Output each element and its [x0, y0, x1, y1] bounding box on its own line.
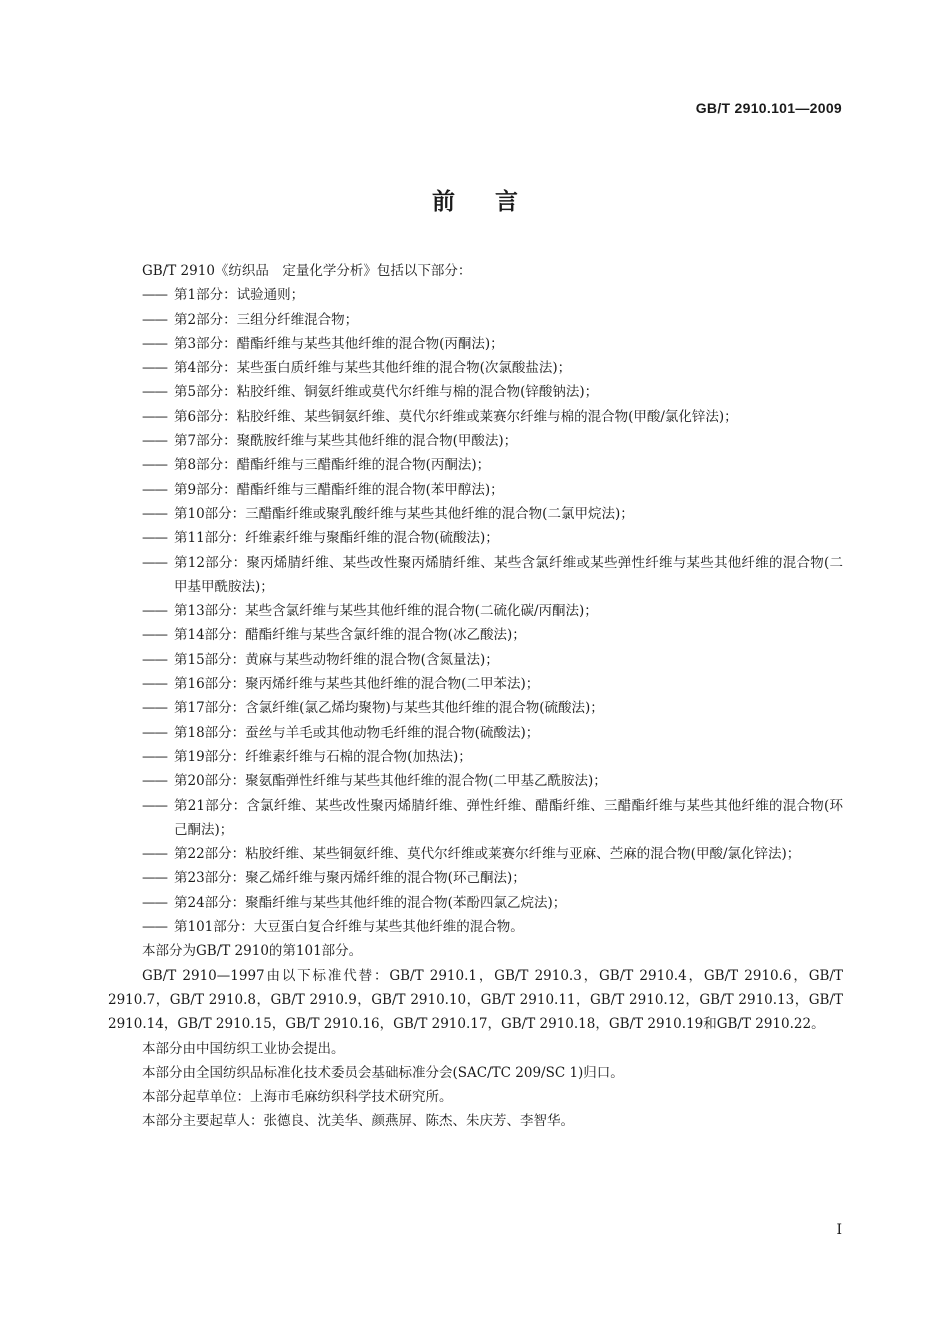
page-title: 前言 [432, 189, 558, 215]
list-item-text: 第8部分：醋酯纤维与三醋酯纤维的混合物(丙酮法)； [174, 457, 491, 474]
list-item-text: 第5部分：粘胶纤维、铜氨纤维或莫代尔纤维与棉的混合物(锌酸钠法)； [174, 384, 599, 401]
list-item [108, 696, 843, 720]
list-item [108, 308, 843, 332]
list-item [108, 356, 843, 380]
list-dash: —— [142, 651, 167, 668]
list-item [108, 283, 843, 307]
list-dash: —— [142, 433, 167, 450]
list-dash: —— [142, 335, 167, 352]
list-item [108, 599, 843, 623]
list-item [108, 526, 843, 550]
list-item [108, 745, 843, 769]
list-item [108, 842, 843, 866]
list-item-text: 第7部分：聚酰胺纤维与某些其他纤维的混合物(甲酸法)； [174, 433, 518, 450]
list-dash: —— [142, 287, 167, 304]
list-dash: —— [142, 724, 167, 741]
list-item-text: 第2部分：三组分纤维混合物； [174, 311, 359, 328]
list-item [108, 453, 843, 477]
list-dash: —— [142, 676, 167, 693]
list-item-text: 第10部分：三醋酯纤维或聚乳酸纤维与某些其他纤维的混合物(二氯甲烷法)； [174, 505, 634, 522]
list-dash: —— [142, 311, 167, 328]
body-paragraphs [108, 939, 843, 1133]
list-item-text: 第16部分：聚丙烯纤维与某些其他纤维的混合物(二甲苯法)； [174, 676, 540, 693]
list-item-text: 第15部分：黄麻与某些动物纤维的混合物(含氮量法)； [174, 651, 499, 668]
list-dash: —— [142, 457, 167, 474]
list-dash: —— [142, 627, 167, 644]
list-dash: —— [142, 603, 167, 620]
list-dash: —— [142, 481, 167, 498]
list-item [108, 648, 843, 672]
document-body [108, 259, 843, 1134]
list-item-text: 第9部分：醋酯纤维与三醋酯纤维的混合物(苯甲醇法)； [174, 481, 504, 498]
list-dash: —— [142, 846, 167, 863]
list-dash: —— [142, 384, 167, 401]
body-paragraph: GB/T 2910—1997由以下标准代替：GB/T 2910.1，GB/T 2910.3，GB/T 2910.4，GB/T 2910.6，GB/T 2910.7，GB/T 2910.8，GB/T 2910.9，GB/T 2910.10，GB/T 2910.11，GB/T 2910.12，GB/T 2910.13，GB/T 2910.14，GB/T 2910.15，GB/T 2910.16，GB/T 2910.17，GB/T 2910.18，GB/T 2910.19和GB/T 2910.22。 [108, 967, 843, 1033]
list-item-text: 第21部分：含氯纤维、某些改性聚丙烯腈纤维、弹性纤维、醋酯纤维、三醋酯纤维与某些其他纤维的混合物(环己酮法)； [174, 797, 843, 838]
list-item [108, 915, 843, 939]
list-item-text: 第19部分：纤维素纤维与石棉的混合物(加热法)； [174, 748, 472, 765]
list-item-text: 第1部分：试验通则； [174, 287, 305, 304]
list-item-text: 第3部分：醋酯纤维与某些其他纤维的混合物(丙酮法)； [174, 335, 504, 352]
list-item [108, 478, 843, 502]
list-item [108, 794, 843, 843]
standard-number: GB/T 2910.101—2009 [695, 100, 842, 116]
body-paragraph: 本部分起草单位：上海市毛麻纺织科学技术研究所。 [142, 1089, 453, 1106]
list-dash: —— [142, 870, 167, 887]
list-item-text: 第23部分：聚乙烯纤维与聚丙烯纤维的混合物(环己酮法)； [174, 870, 526, 887]
list-item [108, 551, 843, 600]
parts-list [108, 283, 843, 939]
page-number: I [836, 1222, 842, 1238]
list-item [108, 672, 843, 696]
list-item [108, 405, 843, 429]
list-item [108, 866, 843, 890]
list-dash: —— [142, 797, 167, 814]
list-dash: —— [142, 700, 167, 717]
intro-paragraph: GB/T 2910《纺织品 定量化学分析》包括以下部分： [142, 263, 472, 279]
list-item-text: 第4部分：某些蛋白质纤维与某些其他纤维的混合物(次氯酸盐法)； [174, 360, 572, 377]
list-item-text: 第24部分：聚酯纤维与某些其他纤维的混合物(苯酚四氯乙烷法)； [174, 894, 567, 911]
list-dash: —— [142, 748, 167, 765]
list-item [108, 721, 843, 745]
body-paragraph: 本部分由全国纺织品标准化技术委员会基础标准分会(SAC/TC 209/SC 1)归口。 [142, 1064, 624, 1081]
list-dash: —— [142, 530, 167, 547]
list-dash: —— [142, 408, 167, 425]
list-item [108, 502, 843, 526]
list-item-text: 第101部分：大豆蛋白复合纤维与某些其他纤维的混合物。 [174, 919, 524, 936]
list-item [108, 891, 843, 915]
list-dash: —— [142, 894, 167, 911]
list-item-text: 第6部分：粘胶纤维、某些铜氨纤维、莫代尔纤维或莱赛尔纤维与棉的混合物(甲酸/氯化锌法)； [174, 408, 738, 425]
list-dash: —— [142, 360, 167, 377]
list-item [108, 769, 843, 793]
list-item [108, 380, 843, 404]
list-item-text: 第22部分：粘胶纤维、某些铜氨纤维、莫代尔纤维或莱赛尔纤维与亚麻、苎麻的混合物(甲酸/氯化锌法)； [174, 846, 801, 863]
body-paragraph: 本部分主要起草人：张德良、沈美华、颜燕屏、陈杰、朱庆芳、李智华。 [142, 1113, 574, 1130]
list-item [108, 332, 843, 356]
body-paragraph: 本部分为GB/T 2910的第101部分。 [142, 943, 363, 960]
list-dash: —— [142, 505, 167, 522]
list-dash: —— [142, 773, 167, 790]
list-dash: —— [142, 554, 167, 571]
list-item-text: 第20部分：聚氨酯弹性纤维与某些其他纤维的混合物(二甲基乙酰胺法)； [174, 773, 607, 790]
body-paragraph: 本部分由中国纺织工业协会提出。 [142, 1040, 345, 1057]
list-item-text: 第17部分：含氯纤维(氯乙烯均聚物)与某些其他纤维的混合物(硫酸法)； [174, 700, 604, 717]
list-item-text: 第13部分：某些含氯纤维与某些其他纤维的混合物(二硫化碳/丙酮法)； [174, 603, 598, 620]
list-dash: —— [142, 919, 167, 936]
list-item-text: 第18部分：蚕丝与羊毛或其他动物毛纤维的混合物(硫酸法)； [174, 724, 540, 741]
list-item-text: 第14部分：醋酯纤维与某些含氯纤维的混合物(冰乙酸法)； [174, 627, 526, 644]
list-item [108, 429, 843, 453]
list-item-text: 第11部分：纤维素纤维与聚酯纤维的混合物(硫酸法)； [174, 530, 499, 547]
list-item-text: 第12部分：聚丙烯腈纤维、某些改性聚丙烯腈纤维、某些含氯纤维或某些弹性纤维与某些其他纤维的混合物(二甲基甲酰胺法)； [174, 554, 843, 595]
list-item [108, 623, 843, 647]
